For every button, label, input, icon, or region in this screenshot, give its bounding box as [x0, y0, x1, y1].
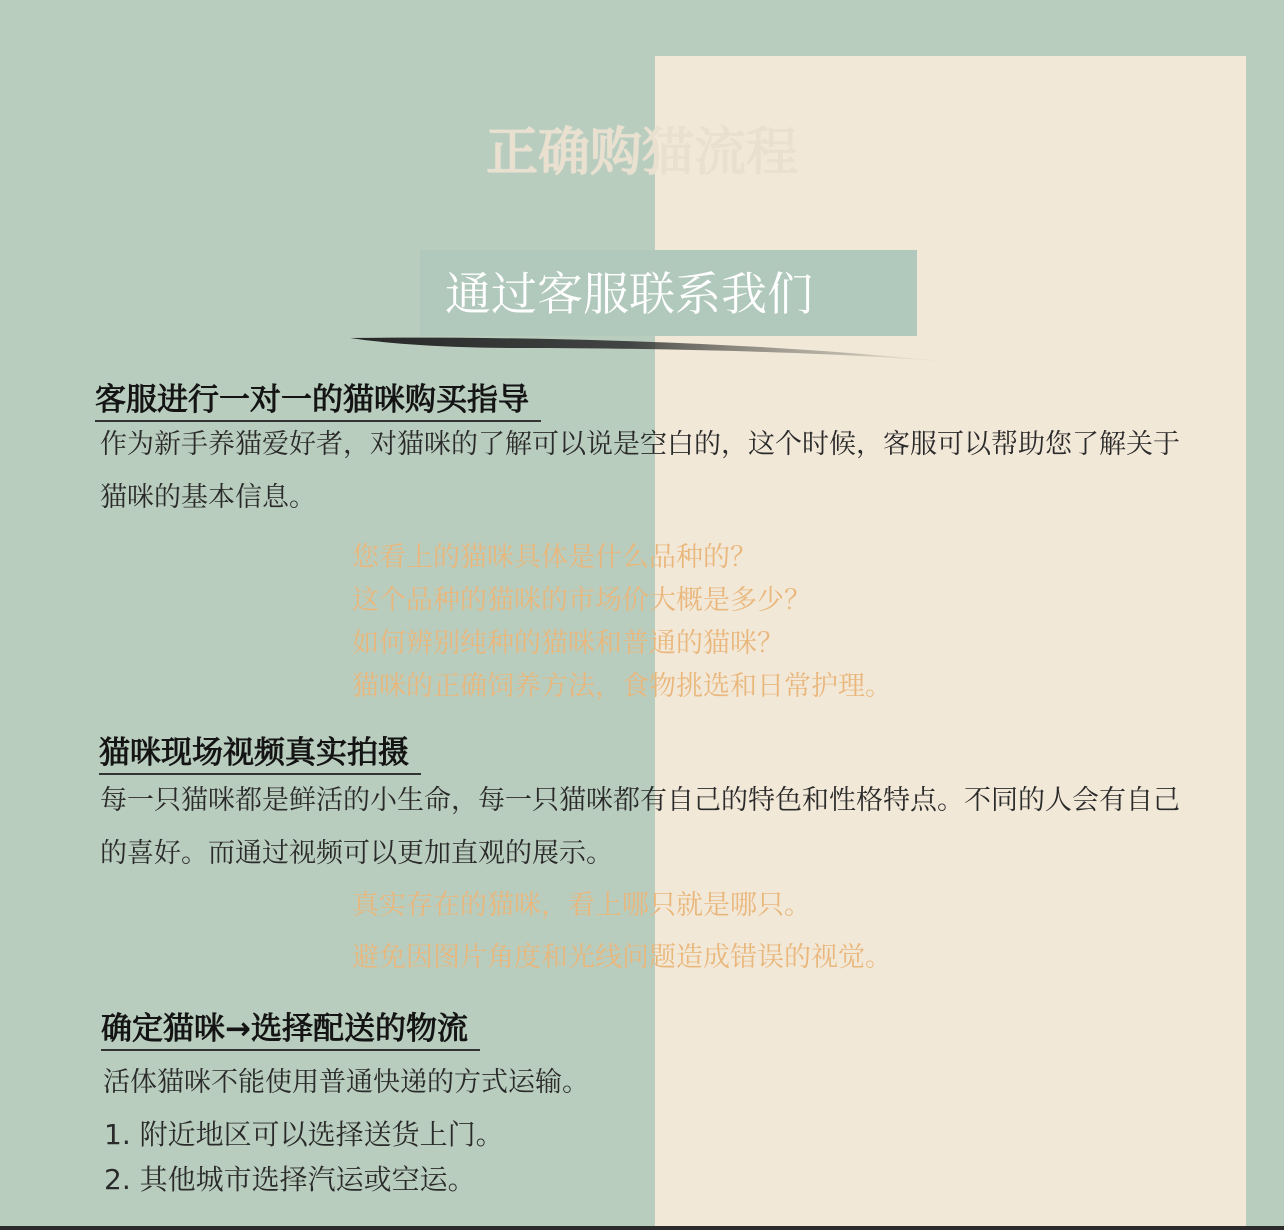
section-paragraph-logistics: 活体猫咪不能使用普通快递的方式运输。	[103, 1067, 589, 1098]
logistics-numbered-list	[104, 1112, 504, 1202]
section-heading-consultation: 客服进行一对一的猫咪购买指导	[95, 380, 541, 422]
list-item: 猫咪的正确饲养方法，食物挑选和日常护理。	[352, 671, 892, 702]
decorative-swoosh	[350, 332, 990, 382]
video-highlight-list	[352, 880, 892, 984]
section-heading-video: 猫咪现场视频真实拍摄	[99, 733, 421, 775]
bottom-border	[0, 1226, 1284, 1230]
list-item: 真实存在的猫咪，看上哪只就是哪只。	[352, 890, 811, 921]
list-item: 您看上的猫咪具体是什么品种的？	[352, 542, 757, 573]
list-item: 2. 其他城市选择汽运或空运。	[104, 1163, 476, 1196]
section-paragraph-consultation: 作为新手养猫爱好者，对猫咪的了解可以说是空白的，这个时候，客服可以帮助您了解关于猫咪的基本信息。	[100, 429, 1180, 513]
list-item: 如何辨别纯种的猫咪和普通的猫咪？	[352, 628, 784, 659]
list-item: 1. 附近地区可以选择送货上门。	[104, 1118, 504, 1151]
section-heading-logistics: 确定猫咪→选择配送的物流	[101, 1009, 480, 1051]
section-paragraph-video: 每一只猫咪都是鲜活的小生命，每一只猫咪都有自己的特色和性格特点。不同的人会有自己的喜好。而通过视频可以更加直观的展示。	[100, 785, 1180, 869]
list-item: 避免因图片角度和光线问题造成错误的视觉。	[352, 942, 892, 973]
consultation-highlight-list	[352, 536, 892, 708]
list-item: 这个品种的猫咪的市场价大概是多少？	[352, 585, 811, 616]
page-title: 正确购猫流程	[486, 123, 799, 183]
subtitle-text: 通过客服联系我们	[445, 267, 813, 321]
